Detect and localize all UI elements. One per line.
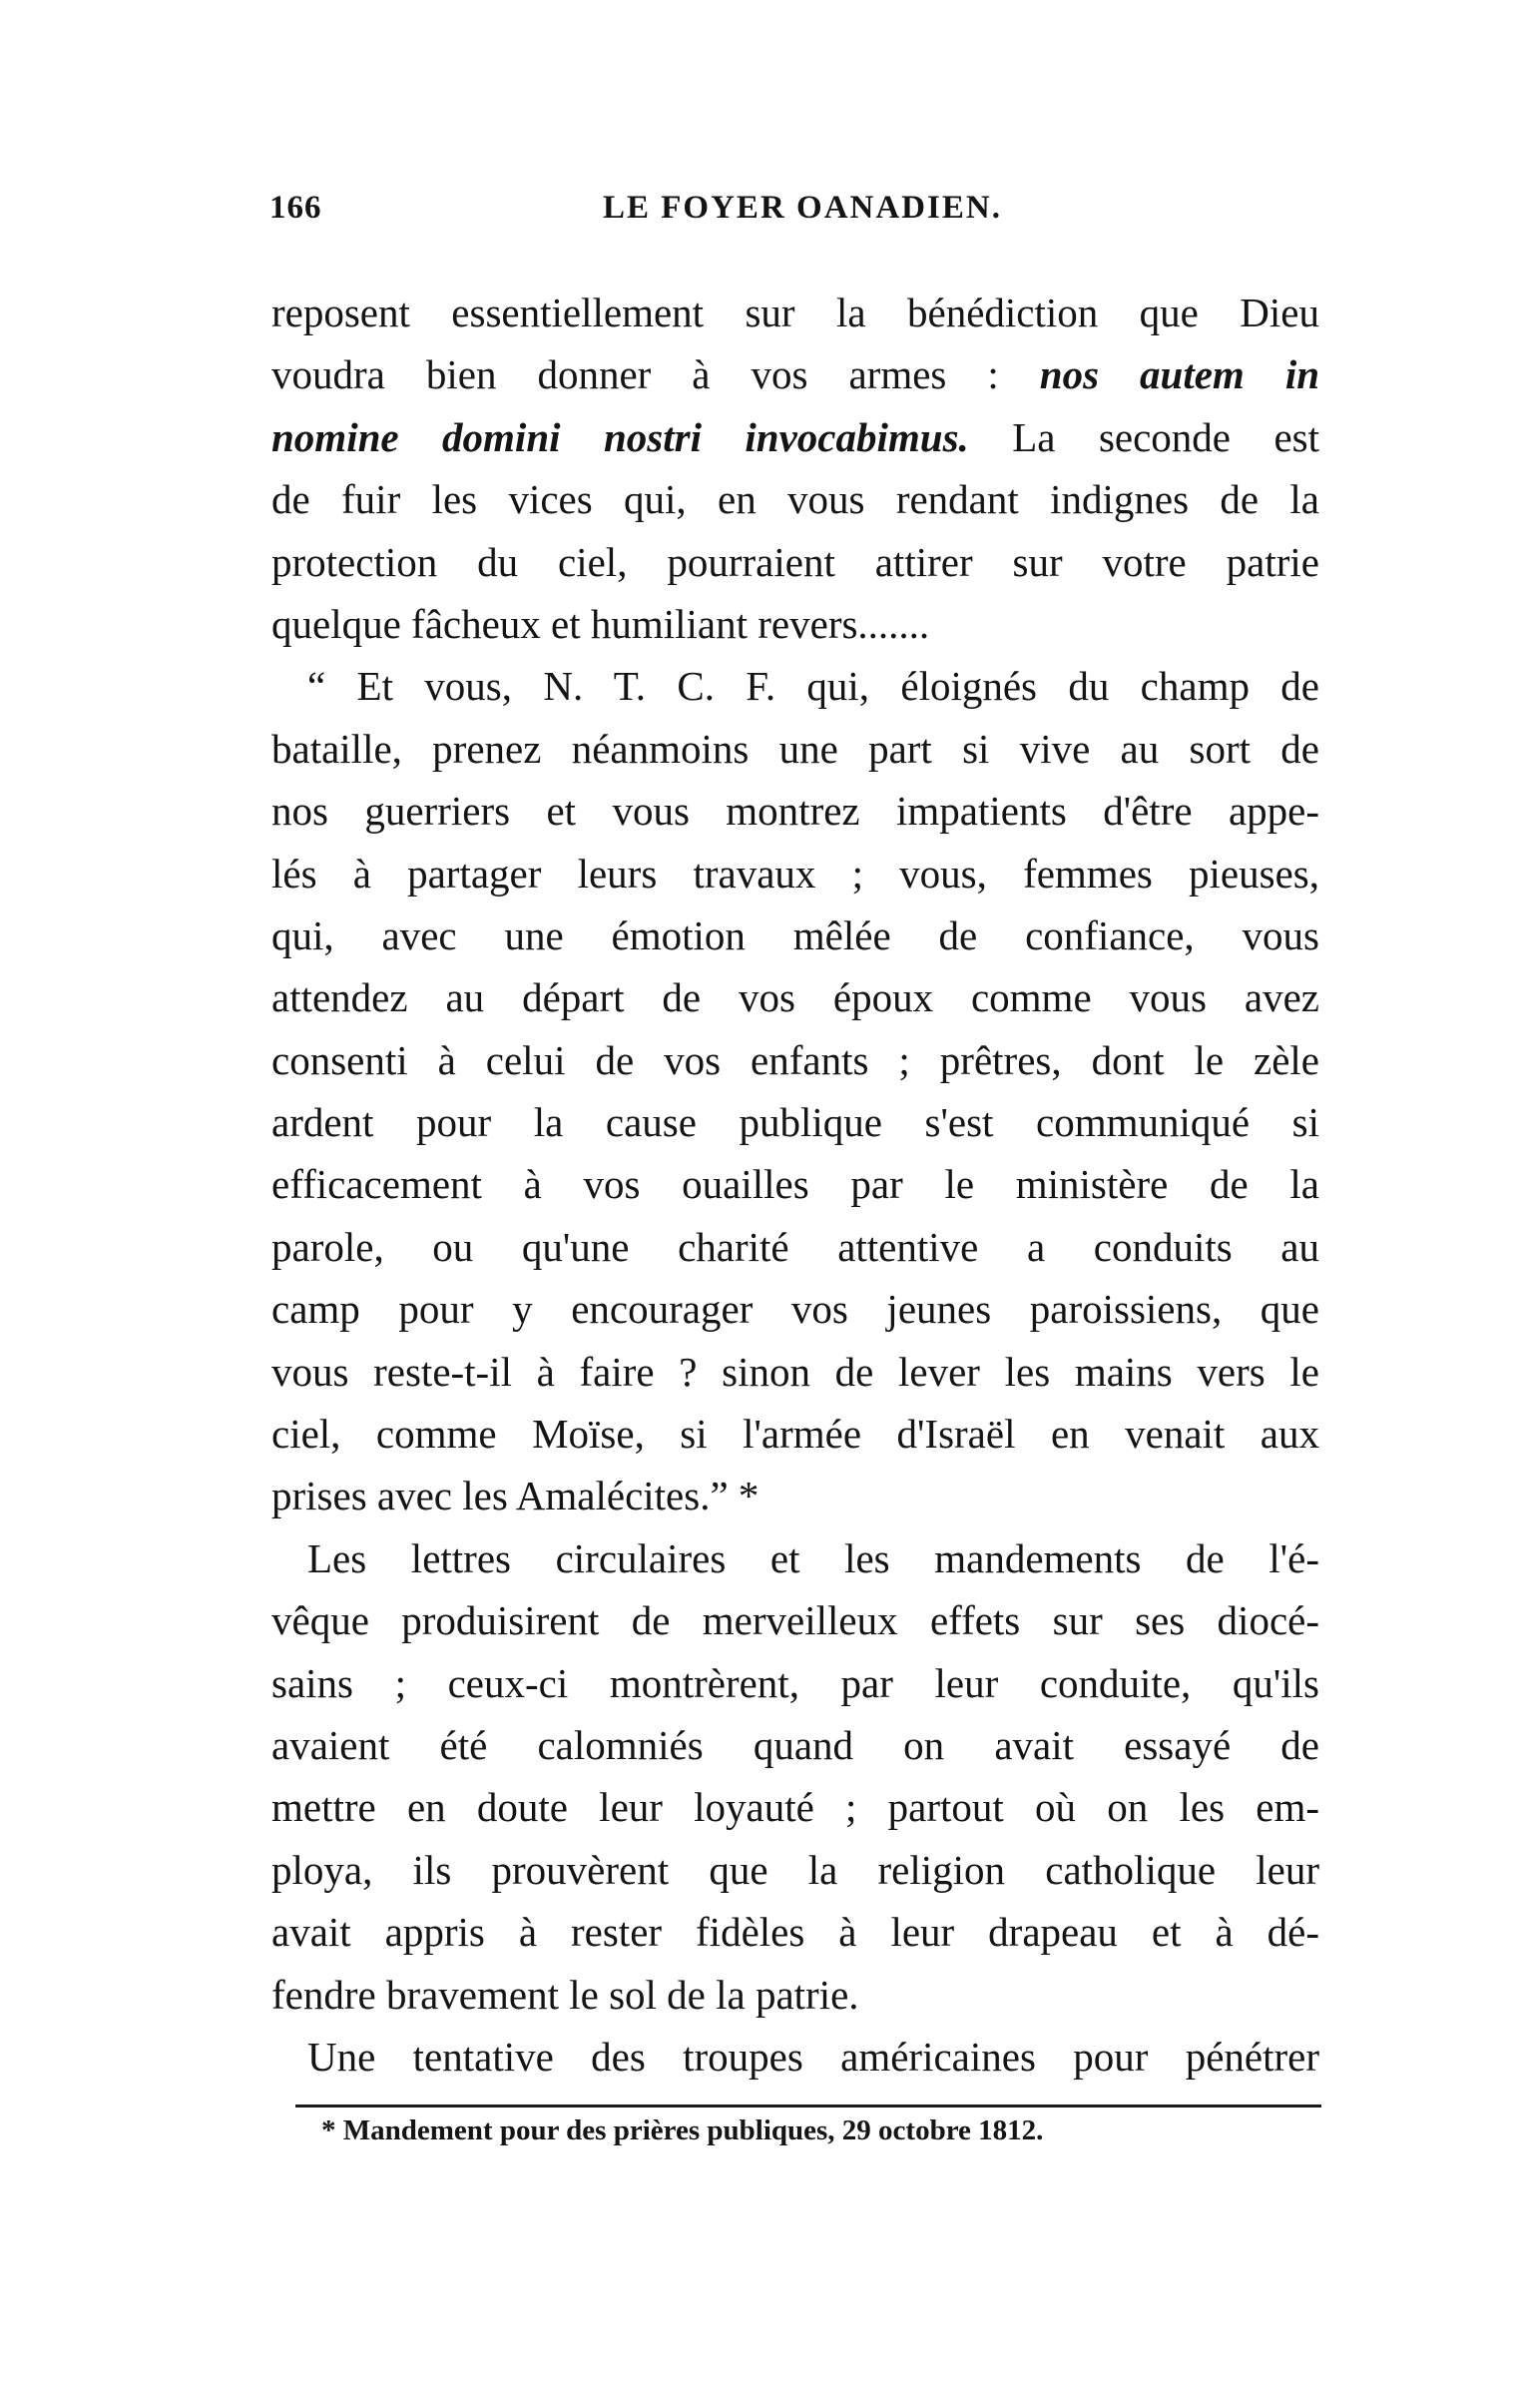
text-line: parole, ou qu'une charité attentive a conduits au: [271, 1223, 1319, 1270]
text-line: efficacement à vos ouailles par le ministère de la: [271, 1161, 1319, 1208]
latin-quotation: nomine domini nostri invocabimus.: [271, 413, 969, 460]
text-line: vêque produisirent de merveilleux effets sur ses diocé-: [271, 1597, 1319, 1644]
text-line: lés à partager leurs travaux ; vous, femmes pieuses,: [271, 850, 1319, 897]
text-line: reposent essentiellement sur la bénédiction que Dieu: [271, 290, 1319, 335]
text-line: qui, avec une émotion mêlée de confiance, vous: [271, 911, 1319, 958]
text-line: avaient été calomniés quand on avait essayé de: [271, 1721, 1319, 1768]
text-segment: La seconde est: [1012, 413, 1319, 460]
text-line: quelque fâcheux et humiliant revers.......: [271, 600, 930, 647]
text-line: prises avec les Amalécites.” *: [271, 1473, 759, 1519]
text-line: avait appris à rester fidèles à leur drapeau et à dé-: [271, 1909, 1319, 1956]
text-line: mettre en doute leur loyauté ; partout où on les em-: [271, 1784, 1319, 1831]
paragraph-start: Les lettres circulaires et les mandements de l'é-: [307, 1534, 1319, 1581]
paragraph-start: Une tentative des troupes américaines pour pénétrer: [307, 2033, 1319, 2080]
running-title: LE FOYER OANADIEN.: [603, 190, 1002, 226]
text-line: de fuir les vices qui, en vous rendant indignes de la: [271, 476, 1319, 523]
text-line: ardent pour la cause publique s'est communiqué si: [271, 1099, 1319, 1146]
text-line: [271, 406, 1319, 468]
text-line: camp pour y encourager vos jeunes paroissiens, que: [271, 1286, 1319, 1333]
text-line: ploya, ils prouvèrent que la religion catholique leur: [271, 1846, 1319, 1893]
text-line: fendre bravement le sol de la patrie.: [271, 1971, 859, 2018]
paragraph-start: “ Et vous, N. T. C. F. qui, éloignés du champ de: [307, 663, 1319, 710]
footnote: * Mandement pour des prières publiques, 29 octobre 1812.: [321, 2114, 1044, 2146]
text-line: ciel, comme Moïse, si l'armée d'Israël en venait aux: [271, 1411, 1319, 1458]
text-line: nos guerriers et vous montrez impatients d'être appe-: [271, 788, 1319, 835]
text-line: [271, 343, 1319, 405]
body-text: [271, 282, 1319, 2088]
text-line: vous reste-t-il à faire ? sinon de lever les mains vers le: [271, 1348, 1319, 1395]
text-line: consenti à celui de vos enfants ; prêtres, dont le zèle: [271, 1036, 1319, 1083]
text-line: protection du ciel, pourraient attirer sur votre patrie: [271, 538, 1319, 585]
text-line: attendez au départ de vos époux comme vous avez: [271, 974, 1319, 1021]
footnote-rule: [295, 2105, 1321, 2107]
page-header: [269, 190, 1317, 250]
latin-quotation: nos autem in: [1039, 351, 1320, 398]
text-line: sains ; ceux-ci montrèrent, par leur conduite, qu'ils: [271, 1659, 1319, 1706]
page-number: 166: [269, 190, 322, 226]
text-segment: voudra bien donner à vos armes :: [271, 351, 999, 398]
text-line: bataille, prenez néanmoins une part si vive au sort de: [271, 725, 1319, 772]
